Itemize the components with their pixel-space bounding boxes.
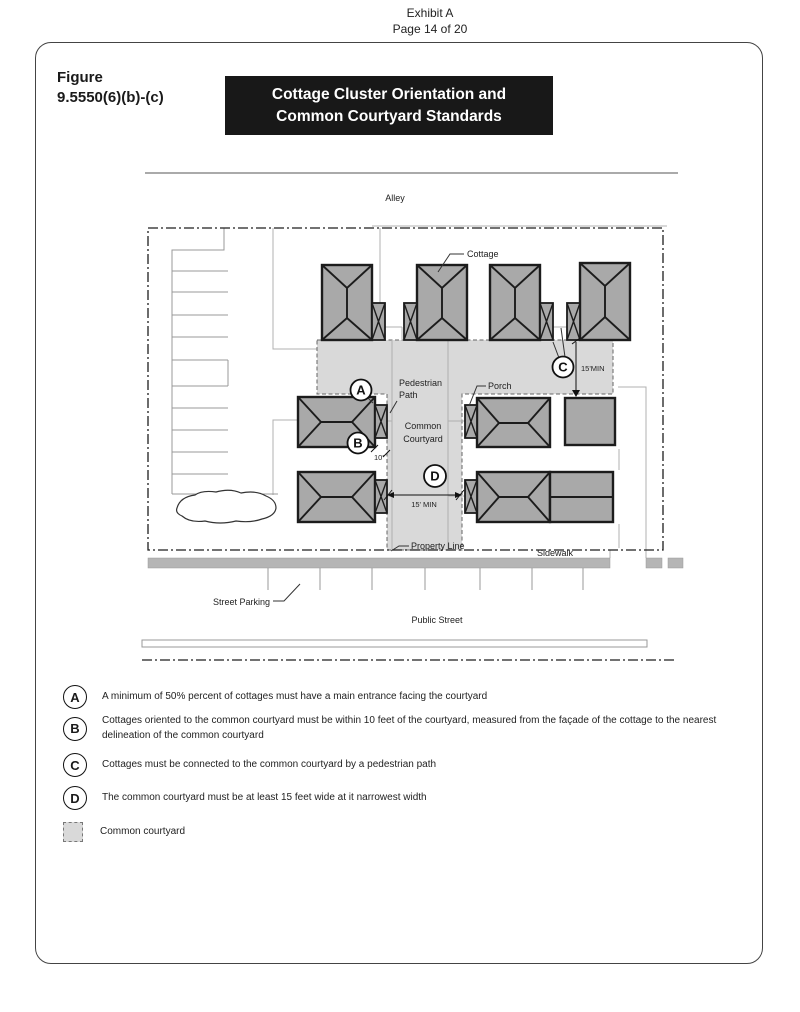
property-line-label: Property Line [411,541,465,551]
legend-marker-a: A [63,685,87,709]
parking-stall-lines [172,271,228,474]
lot-outline-right [618,387,646,550]
legend-row-c [63,753,752,777]
exhibit-header [180,6,680,37]
figure-label [57,68,164,109]
courtyard-swatch [63,822,83,842]
sidewalk-bar-right [646,558,662,568]
sidewalk-bar [148,558,610,568]
page-number: Page 14 of 20 [392,21,468,36]
legend-marker-d: D [63,786,87,810]
exhibit-label: Exhibit A [406,6,454,20]
shrub-outline [177,490,276,523]
public-street-label: Public Street [411,615,463,625]
cottage-label: Cottage [467,249,499,259]
legend-text-a: A minimum of 50% percent of cottages must have a main entrance facing the courtyard [102,690,488,702]
legend-marker-b: B [63,717,87,741]
legend-row-d [63,786,752,810]
parking-outline [172,228,224,494]
marker-a-letter: A [356,382,366,398]
legend-marker-c: C [63,753,87,777]
street-parking-label: Street Parking [212,597,270,607]
accessory-building [565,398,615,445]
dim-10ft-label: 10' [374,453,384,462]
figure-title-line1: Cottage Cluster Orientation and [271,85,507,103]
alley-label: Alley [385,193,405,203]
figure-number: 9.5550(6)(b)-(c) [57,89,164,107]
driveway-edges [610,550,646,558]
legend-text-d: The common courtyard must be at least 15 feet wide at it narrowest width [102,791,427,803]
sidewalk-bar-far-right [668,558,683,568]
pedestrian-path-label-line2: Path [399,390,418,400]
figure-title-box [225,76,553,135]
cottages-top-row [322,263,630,340]
street-edge [142,640,647,647]
dim-15ft-vertical-label: 15'MIN [581,364,605,373]
parking-bays [172,228,278,494]
legend-text-b: Cottages oriented to the common courtyard must be within 10 feet of the courtyard, measured from the façade of the cottage to the nearest delineation of the common courtyard [102,715,717,741]
marker-c-letter: C [558,359,568,375]
street-parking-ticks [268,568,583,590]
cottages-right-column [465,398,615,522]
pedestrian-path-label-line1: Pedestrian [399,378,443,388]
marker-d-letter: D [430,468,440,484]
figure-word: Figure [57,69,103,86]
sidewalk-label: Sidewalk [536,548,574,558]
common-courtyard-label-line1: Common [404,421,442,431]
path-stub-top-right [553,327,567,340]
legend-text-c: Cottages must be connected to the common courtyard by a pedestrian path [102,758,437,770]
figure-title-line2: Common Courtyard Standards [276,107,502,125]
porch-label: Porch [488,381,512,391]
site-plan-diagram [140,160,700,670]
legend-row-b [63,714,752,743]
street-parking-leader [273,584,300,601]
street-elements [142,558,683,660]
common-courtyard-label-line2: Courtyard [403,434,443,444]
courtyard-swatch-label: Common courtyard [100,825,186,837]
legend-row-swatch [63,822,750,842]
dim-15ft-horizontal-label: 15' MIN [411,500,437,509]
legend-row-a [63,685,752,709]
marker-b-letter: B [353,435,363,451]
